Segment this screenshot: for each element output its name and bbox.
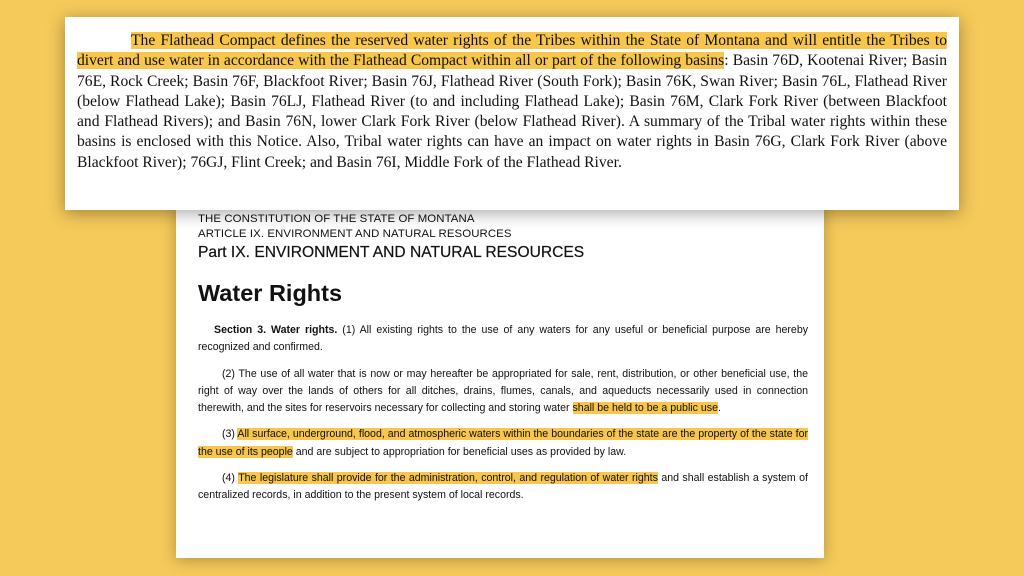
paragraph-3: [198, 426, 808, 461]
paragraph-4-number: (4): [222, 472, 239, 485]
section-label: Section 3. Water rights.: [214, 324, 338, 336]
paragraph-1-text: (1) All existing rights to the use of any waters for any useful or beneficial purpose are hereby recognized and confirmed.: [198, 324, 809, 354]
highlight-public-use: shall be held to be a public use: [572, 402, 718, 415]
notice-highlight: The Flathead Compact defines the reserved water rights of the Tribes within the State of Montana and will entitle the Tribes to divert and use water in accordance with the Flathead Compact within all or part of the following basins: [77, 32, 947, 70]
paragraph-3-number: (3): [222, 428, 238, 441]
section-title: Water Rights: [198, 280, 343, 306]
constitution-header: THE CONSTITUTION OF THE STATE OF MONTANA: [198, 213, 475, 225]
notice-paragraph: [77, 31, 947, 173]
article-header: ARTICLE IX. ENVIRONMENT AND NATURAL RESOURCES: [198, 228, 512, 240]
paragraph-4-text: and shall establish a system of centralized records, in addition to the present system of local records.: [198, 472, 808, 502]
paragraph-4: [198, 470, 808, 505]
paragraph-3-text: and are subject to appropriation for beneficial uses as provided by law.: [292, 445, 627, 458]
highlight-legislature: The legislature shall provide for the administration, control, and regulation of water rights: [238, 472, 658, 485]
paragraph-2: [198, 366, 808, 418]
notice-basin-list: : Basin 76D, Kootenai River; Basin 76E, Rock Creek; Basin 76F, Blackfoot River; Basin 76J, Flathead River (South Fork); Basin 76K, Swan River; Basin 76L, Flathead River (below Flathead Lake); Basin 76LJ, Flathead River (to and including Flathead Lake); Basin 76M, Clark Fork River (between Blackfoot and Flathead Rivers); and Basin 76N, lower Clark Fork River (below Flathead River). A summary of the Tribal water rights within these basins is enclosed with this Notice. Also, Tribal water rights can have an impact on water rights in Basin 76G, Clark Fork River (above Blackfoot River); 76GJ, Flint Creek; and Basin 76I, Middle Fork of the Flathead River.: [77, 52, 947, 171]
flathead-compact-notice: [65, 17, 959, 210]
highlight-state-property: All surface, underground, flood, and atmospheric waters within the boundaries of the state are the property of the state for the use of its people: [198, 428, 808, 458]
part-heading: Part IX. ENVIRONMENT AND NATURAL RESOURCES: [198, 244, 585, 261]
paragraph-2-end: .: [717, 402, 721, 415]
paragraph-2-text: (2) The use of all water that is now or may hereafter be appropriated for sale, rent, distribution, or other beneficial use, the right of way over the lands of others for all ditches, drains, flumes, canals, and aqueducts necessarily used in connection therewith, and the sites for reservoirs necessary for collecting and storing water: [198, 367, 808, 415]
paragraph-1: [198, 322, 808, 357]
constitution-excerpt: [176, 194, 824, 558]
